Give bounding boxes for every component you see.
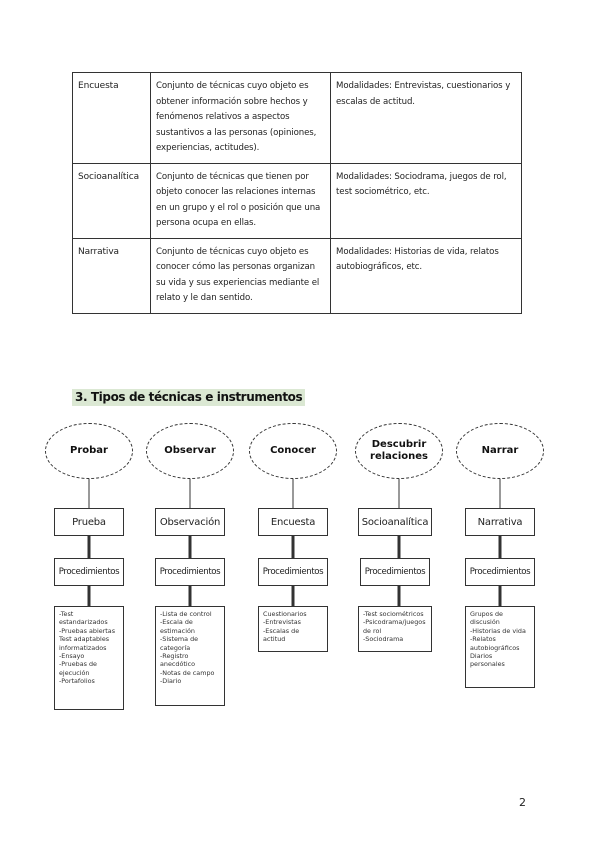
list-item: Test adaptables xyxy=(59,635,110,644)
technique-modalities: Modalidades: Historias de vida, relatos autobiográficos, etc. xyxy=(331,238,522,313)
list-item: -Test sociométricos xyxy=(363,610,424,618)
procedures-box: Procedimientos xyxy=(258,558,328,586)
verb-ellipse: Narrar xyxy=(456,423,544,479)
list-item: -Pruebas de xyxy=(59,660,97,669)
technique-box: Encuesta xyxy=(258,508,328,536)
list-item: informatizados xyxy=(59,643,107,652)
list-item: -Lista de control xyxy=(160,610,212,618)
list-item: -Relatos xyxy=(470,635,496,644)
instruments-list xyxy=(358,606,432,652)
list-item: -Escala de xyxy=(160,618,193,627)
list-item: -Pruebas abiertas xyxy=(59,626,116,635)
page-number: 2 xyxy=(519,796,526,809)
procedures-box: Procedimientos xyxy=(465,558,535,586)
technique-box: Observación xyxy=(155,508,225,536)
verb-ellipse: Observar xyxy=(146,423,234,479)
list-item: discusión xyxy=(470,618,500,627)
list-item: -Registro xyxy=(160,652,189,661)
instruments-list xyxy=(54,606,124,710)
verb-ellipse: Descubrir relaciones xyxy=(355,423,443,479)
list-item: -Ensayo xyxy=(59,652,85,661)
list-item: -Entrevistas xyxy=(263,618,301,627)
technique-description: Conjunto de técnicas que tienen por objeto conocer las relaciones internas en un grupo y el rol o posición que una persona ocupa en ellas. xyxy=(151,163,331,238)
verb-ellipse: Conocer xyxy=(249,423,337,479)
list-item: -Historias de vida xyxy=(470,626,526,635)
technique-modalities: Modalidades: Entrevistas, cuestionarios y escalas de actitud. xyxy=(331,73,522,164)
instruments-list xyxy=(465,606,535,688)
list-item: categoría xyxy=(160,643,191,652)
list-item: -Diario xyxy=(160,677,182,686)
procedures-box: Procedimientos xyxy=(54,558,124,586)
technique-description: Conjunto de técnicas cuyo objeto es obtener información sobre hechos y fenómenos relativos a aspectos sustantivos a las personas (opiniones, experiencias, actitudes). xyxy=(151,73,331,164)
technique-name: Socioanalítica xyxy=(73,163,151,238)
list-item: personales xyxy=(470,660,505,669)
list-item: -Portafolios xyxy=(59,677,95,686)
procedures-box: Procedimientos xyxy=(360,558,430,586)
list-item: anecdótico xyxy=(160,660,196,669)
list-item: Cuestionarios xyxy=(263,610,307,618)
list-item: -Sociodrama xyxy=(363,635,404,644)
list-item: -Notas de campo xyxy=(160,668,215,677)
section-title: 3. Tipos de técnicas e instrumentos xyxy=(72,389,305,406)
list-item: ejecución xyxy=(59,668,90,677)
list-item: de rol xyxy=(363,626,382,635)
list-item: estimación xyxy=(160,626,195,635)
list-item: autobiográficos xyxy=(470,643,520,652)
technique-box: Prueba xyxy=(54,508,124,536)
technique-name: Encuesta xyxy=(73,73,151,164)
list-item: -Psicodrama/juegos xyxy=(363,618,426,627)
technique-description: Conjunto de técnicas cuyo objeto es conocer cómo las personas organizan su vida y sus experiencias mediante el relato y le dan sentido. xyxy=(151,238,331,313)
technique-name: Narrativa xyxy=(73,238,151,313)
procedures-box: Procedimientos xyxy=(155,558,225,586)
instruments-list xyxy=(258,606,328,652)
list-item: -Test estandarizados xyxy=(59,610,108,627)
technique-modalities: Modalidades: Sociodrama, juegos de rol, test sociométrico, etc. xyxy=(331,163,522,238)
instruments-list xyxy=(155,606,225,706)
list-item: -Sistema de xyxy=(160,635,199,644)
list-item: Grupos de xyxy=(470,610,503,618)
list-item: -Escalas de xyxy=(263,626,300,635)
technique-box: Socioanalítica xyxy=(358,508,432,536)
verb-ellipse: Probar xyxy=(45,423,133,479)
technique-box: Narrativa xyxy=(465,508,535,536)
list-item: Diarios xyxy=(470,652,493,661)
list-item: actitud xyxy=(263,635,286,644)
